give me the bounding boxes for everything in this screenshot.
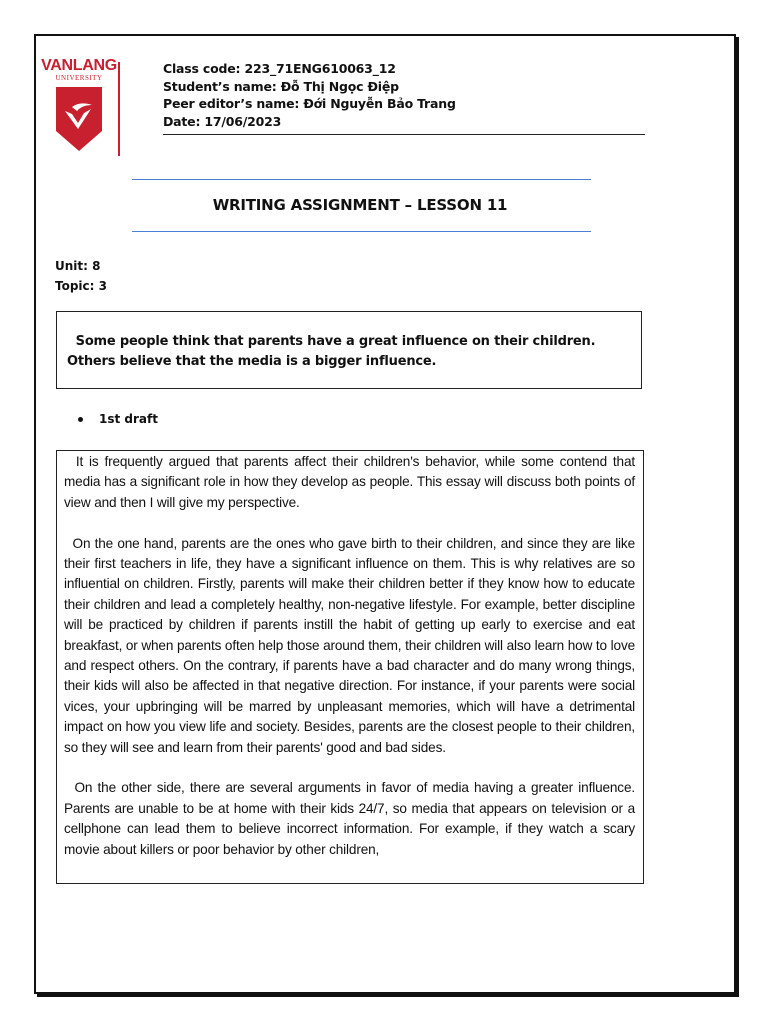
university-logo	[38, 58, 120, 153]
student-name: Student’s name: Đỗ Thị Ngọc Điệp	[163, 78, 399, 94]
unit-topic	[55, 256, 107, 296]
date: Date: 17/06/2023	[163, 113, 282, 129]
peer-editor-name: Peer editor’s name: Đới Nguyễn Bảo Trang	[163, 96, 456, 111]
logo-subtitle: UNIVERSITY	[55, 74, 103, 82]
title-top-rule	[132, 179, 591, 180]
logo-divider	[118, 62, 120, 156]
unit-label: Unit: 8	[55, 259, 101, 273]
header-meta	[163, 60, 645, 130]
essay-paragraph-intro: It is frequently argued that parents affect their children's behavior, while some contend that media has a significant role in how they develop as people. This essay will discuss both points of view and then I will give my perspective.	[64, 454, 635, 510]
bullet-icon	[78, 417, 83, 422]
page-title: WRITING ASSIGNMENT – LESSON 11	[212, 196, 508, 214]
essay-box	[56, 450, 644, 884]
topic-label: Topic: 3	[55, 279, 107, 293]
essay-prompt: Some people think that parents have a great influence on their children. Others believe that the media is a bigger influence.	[67, 334, 596, 369]
prompt-box	[56, 311, 642, 389]
logo-wordmark: VANLANG	[41, 57, 117, 74]
header-underline	[163, 134, 645, 135]
title-bottom-rule	[132, 231, 591, 232]
essay-paragraph-media: On the other side, there are several arguments in favor of media having a greater influence. Parents are unable to be at home with their kids 24/7, so media that appears on television or a cellphone can lead them to believe incorrect information. For example, if they watch a scary movie about killers or poor behavior by other children,	[64, 780, 635, 857]
shield-icon	[54, 85, 104, 153]
draft-label: 1st draft	[99, 412, 158, 426]
essay-paragraph-parents: On the one hand, parents are the ones who gave birth to their children, and since they are like their first teachers in life, they have a significant influence on them. This is why relatives are so influential on children. Firstly, parents will make their children better if they know how to educate their children and lead a completely healthy, non-negative lifestyle. For example, better discipline will be practiced by children if parents instill the habit of getting up early to exercise and eat breakfast, or when parents often help those around them, their children will also learn how to love and respect others. On the contrary, if parents have a bad character and do many wrong things, their kids will also be affected in that negative direction. For instance, if your parents were social vices, your upbringing will be marred by unpleasant memories, which will have a detrimental impact on how you view life and society. Besides, parents are the closest people to their children, so they will see and learn from their parents' good and bad sides.	[64, 535, 635, 755]
draft-bullet	[78, 412, 158, 426]
class-code: Class code: 223_71ENG610063_12	[163, 61, 396, 76]
